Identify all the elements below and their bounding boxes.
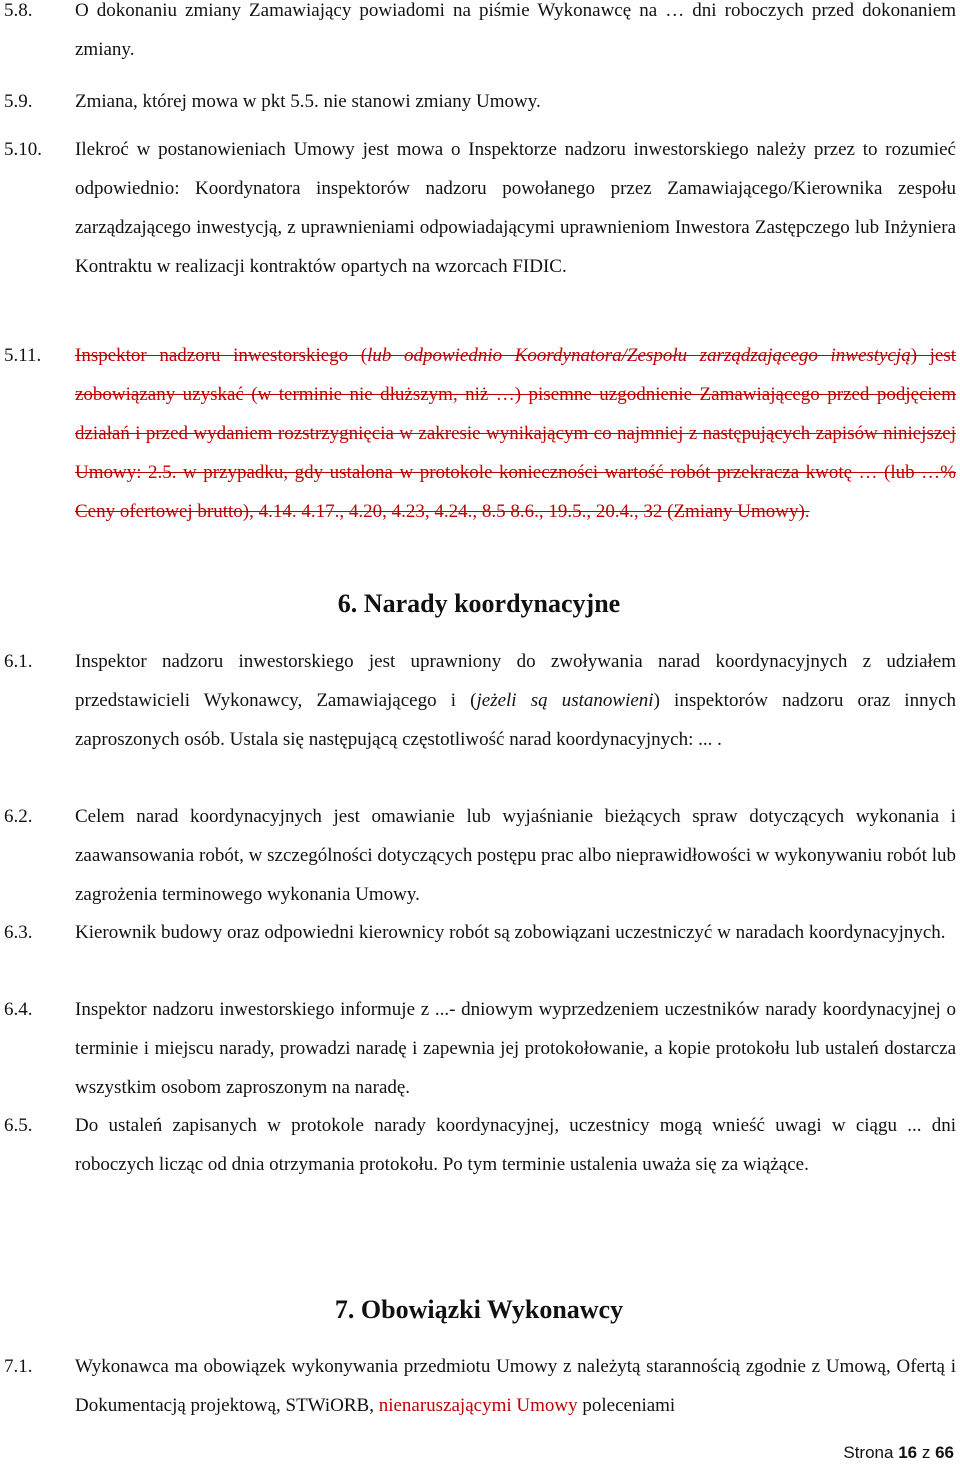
paragraph-text xyxy=(75,1347,956,1425)
paragraph-number: 6.3. xyxy=(4,922,33,943)
paragraph-number: 6.4. xyxy=(4,999,33,1020)
page-number: 16 xyxy=(898,1443,918,1462)
paragraph-5-11 xyxy=(0,336,958,531)
deleted-text-part: ) jest zobowiązany uzyskać (w terminie nie dłuższym, niż …) pisemne uzgodnienie Zamawiającego przed podjęciem działań i przed wydaniem rozstrzygnięcia w zakresie wynikającym co najmniej z następujących zapisów niniejszej Umowy: 2.5. w przypadku, gdy ustalona w protokole konieczności wartość robót przekracza kwotę … (lub …% Ceny ofertowej brutto), 4.14. 4.17., 4.20, 4.23, 4.24., 8.5 8.6., 19.5., 20.4., 32 (Zmiany Umowy). xyxy=(75,345,956,522)
paragraph-number: 5.9. xyxy=(4,91,33,112)
inserted-red-text: nienaruszającymi Umowy xyxy=(378,1395,578,1416)
paragraph-text: Ilekroć w postanowieniach Umowy jest mowa o Inspektorze nadzoru inwestorskiego należy przez to rozumieć odpowiednio: Koordynatora inspektorów nadzoru powołanego przez Zamawiającego/Kierownika zespołu zarządzającego inwestycją, z uprawnieniami odpowiadającymi uprawnieniom Inwestora Zastępczego lub Inżyniera Kontraktu w realizacji kontraktów opartych na wzorcach FIDIC. xyxy=(75,139,956,277)
text-part: Inspektor nadzoru inwestorskiego jest uprawniony do zwoływania narad koordynacyjnych z udziałem przedstawicieli Wykonawcy, Zamawiającego i ( xyxy=(75,651,956,711)
paragraph-text: Kierownik budowy oraz odpowiedni kierownicy robót są zobowiązani uczestniczyć w naradach koordynacyjnych. xyxy=(75,922,946,943)
paragraph-5-9 xyxy=(0,82,958,121)
paragraph-number: 5.8. xyxy=(4,0,33,21)
paragraph-6-4 xyxy=(0,990,958,1107)
paragraph-5-10 xyxy=(0,130,958,286)
paragraph-text: O dokonaniu zmiany Zamawiający powiadomi na piśmie Wykonawcę na … dni roboczych przed dokonaniem zmiany. xyxy=(75,0,956,60)
paragraph-6-3 xyxy=(0,913,958,952)
paragraph-6-5 xyxy=(0,1106,958,1184)
paragraph-text: Celem narad koordynacyjnych jest omawianie lub wyjaśnianie bieżących spraw dotyczących wykonania i zaawansowania robót, w szczególności dotyczących postępu prac albo nieprawidłowości w wykonywaniu robót lub zagrożenia terminowego wykonania Umowy. xyxy=(75,806,956,905)
page-total: 66 xyxy=(935,1443,954,1462)
text-part: Wykonawca ma obowiązek wykonywania przedmiotu Umowy z należytą starannością zgodnie z Umową, Ofertą i Dokumentacją projektową, STWiORB, xyxy=(75,1356,956,1416)
paragraph-7-1 xyxy=(0,1347,958,1425)
text-part: ) inspektorów nadzoru oraz innych zaproszonych osób. Ustala się następującą częstotliwość narad koordynacyjnych: ... . xyxy=(75,690,957,750)
deleted-paragraph-text xyxy=(75,336,956,531)
paragraph-6-1 xyxy=(0,642,958,759)
deleted-text-part: Inspektor nadzoru inwestorskiego ( xyxy=(75,345,368,366)
page-label: Strona xyxy=(843,1443,894,1462)
paragraph-number: 5.11. xyxy=(4,345,42,366)
section-heading-7: 7. Obowiązki Wykonawcy xyxy=(334,1295,624,1324)
paragraph-text: Do ustaleń zapisanych w protokole narady koordynacyjnej, uczestnicy mogą wnieść uwagi w ciągu ... dni roboczych licząc od dnia otrzymania protokołu. Po tym terminie ustalenia uważa się za wiążące. xyxy=(75,1115,956,1175)
paragraph-number: 6.2. xyxy=(4,806,33,827)
paragraph-number: 6.1. xyxy=(4,651,33,672)
deleted-italic-text: lub odpowiednio Koordynatora/Zespołu zarządzającego inwestycją xyxy=(367,345,911,366)
paragraph-text: Inspektor nadzoru inwestorskiego informuje z ...- dniowym wyprzedzeniem uczestników narady koordynacyjnej o terminie i miejscu narady, prowadzi naradę i zapewnia jej protokołowanie, a kopie protokołu lub ustaleń dostarcza wszystkim osobom zaproszonym na naradę. xyxy=(75,999,956,1098)
section-heading-6: 6. Narady koordynacyjne xyxy=(337,589,621,618)
page-of-label: z xyxy=(921,1443,931,1462)
paragraph-number: 7.1. xyxy=(4,1356,33,1377)
paragraph-6-2 xyxy=(0,797,958,914)
paragraph-number: 5.10. xyxy=(4,139,42,160)
italic-text: jeżeli są ustanowieni xyxy=(476,690,654,711)
paragraph-number: 6.5. xyxy=(4,1115,33,1136)
paragraph-text xyxy=(75,642,956,759)
text-part: poleceniami xyxy=(577,1395,676,1416)
paragraph-5-8 xyxy=(0,0,958,69)
page-footer xyxy=(843,1441,954,1465)
paragraph-text: Zmiana, której mowa w pkt 5.5. nie stanowi zmiany Umowy. xyxy=(75,91,541,112)
